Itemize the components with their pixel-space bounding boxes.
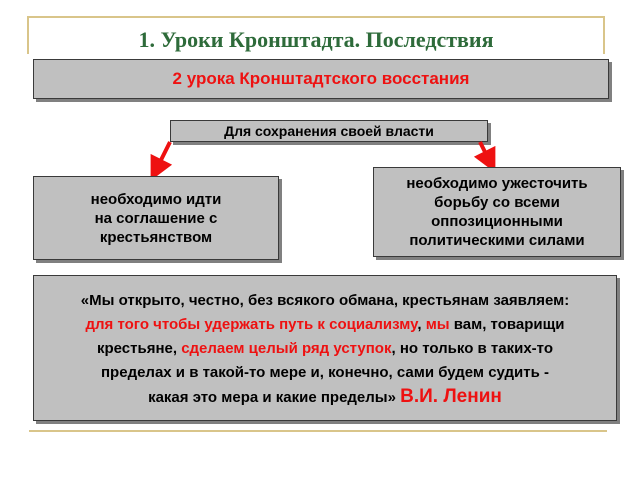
left-line-1: необходимо идти xyxy=(90,190,222,208)
left-box xyxy=(33,176,279,260)
arrow-right xyxy=(480,142,490,162)
header-text: 2 урока Кронштадтского восстания xyxy=(172,69,470,88)
left-line-2: на соглашение с xyxy=(94,209,218,227)
arrow-left xyxy=(156,142,170,170)
quote-line-4 xyxy=(81,361,569,385)
right-line-3: оппозиционными xyxy=(431,213,563,230)
page-title: 1. Уроки Кронштадта. Последствия xyxy=(138,27,494,52)
quote-text: вам, товарищи xyxy=(449,315,565,333)
quote-text: какая это мера и какие пределы» xyxy=(148,388,401,406)
quote-text: , но только в таких-то xyxy=(391,339,553,357)
quote-text: крестьяне, xyxy=(96,339,182,357)
quote-text: , xyxy=(417,315,426,333)
right-box xyxy=(373,167,621,257)
quote-line-3 xyxy=(81,337,569,361)
quote-line-1 xyxy=(81,289,569,313)
quote-text: «Мы открыто, честно, без всякого обмана, крестьянам заявляем: xyxy=(80,291,570,309)
middle-text: Для сохранения своей власти xyxy=(224,123,434,139)
quote-red-text: сделаем целый ряд уступок xyxy=(181,339,392,357)
quote-author: В.И. Ленин xyxy=(400,385,502,407)
quote-red-text: мы xyxy=(425,315,450,333)
left-line-3: крестьянством xyxy=(99,228,213,246)
right-line-4: политическими силами xyxy=(409,232,585,249)
right-line-2: борьбу со всеми xyxy=(434,194,560,211)
quote-line-2 xyxy=(81,313,569,337)
right-line-1: необходимо ужесточить xyxy=(406,175,588,192)
bottom-rule xyxy=(29,430,607,432)
quote-text: пределах и в такой-то мере и, конечно, сами будем судить - xyxy=(101,363,549,381)
quote-box xyxy=(33,275,617,421)
quote-red-text: для того чтобы удержать путь к социализму xyxy=(85,315,418,333)
quote-line-5 xyxy=(81,385,569,410)
